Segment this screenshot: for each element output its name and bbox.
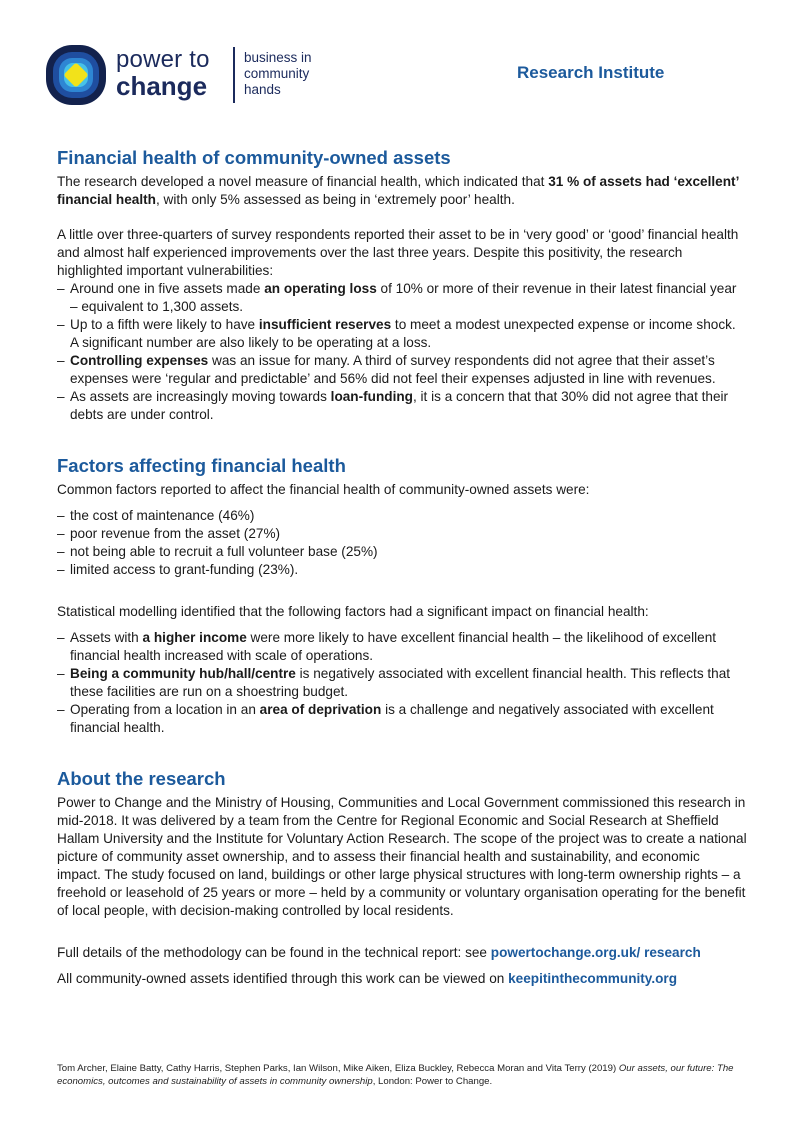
list-item: – Being a community hub/hall/centre is negatively associated with excellent financial health. This reflects that these facilities are run on a shoestring budget.	[57, 665, 747, 701]
factors-intro: Common factors reported to affect the financial health of community-owned assets were:	[57, 482, 590, 497]
list-item: – Operating from a location in an area of deprivation is a challenge and negatively associated with excellent financial health.	[57, 701, 747, 737]
statistical-intro: Statistical modelling identified that the following factors had a significant impact on financial health:	[57, 604, 649, 619]
list-item: – limited access to grant-funding (23%).	[57, 561, 747, 579]
intro-text-end: , with only 5% assessed as being in ‘extremely poor’ health.	[155, 192, 515, 207]
header-divider	[233, 47, 235, 103]
list-item: – As assets are increasingly moving towards loan-funding, it is a concern that that 30% did not agree that their debts are under control.	[57, 388, 747, 424]
intro-paragraph	[57, 173, 747, 209]
tagline-line-3: hands	[244, 82, 281, 97]
brand-line-1: power to	[116, 46, 210, 73]
citation-authors: Tom Archer, Elaine Batty, Cathy Harris, Stephen Parks, Ian Wilson, Mike Aiken, Eliza Buckley, Rebecca Moran and Vita Terry (2019)	[57, 1063, 619, 1074]
tagline	[244, 50, 312, 98]
section-title-financial-health: Financial health of community-owned assets	[57, 147, 451, 168]
research-institute-label: Research Institute	[517, 63, 665, 82]
list-item: – poor revenue from the asset (27%)	[57, 525, 747, 543]
details-line: Full details of the methodology can be found in the technical report: see powertochange.org.uk/ research	[57, 945, 701, 960]
keepitinthecommunity-link[interactable]: keepitinthecommunity.org	[508, 971, 678, 986]
section-title-factors: Factors affecting financial health	[57, 455, 346, 476]
power-to-change-logo-icon	[44, 43, 108, 107]
tagline-line-1: business in	[244, 50, 312, 65]
list-item: – Up to a fifth were likely to have insufficient reserves to meet a modest unexpected expense or income shock. A significant number are also likely to be operating at a loss.	[57, 316, 747, 352]
list-item: – Around one in five assets made an operating loss of 10% or more of their revenue in their latest financial year – equivalent to 1,300 assets.	[57, 280, 747, 316]
citation-title: Our assets, our future: The economics, outcomes and sustainability of assets in community ownership	[57, 1063, 734, 1087]
statistical-factors-list	[57, 629, 747, 737]
list-item: – Controlling expenses was an issue for many. A third of survey respondents did not agree that their asset’s expenses were ‘regular and predictable’ and 56% did not feel their expenses adjusted in line with revenues.	[57, 352, 747, 388]
list-item: – the cost of maintenance (46%)	[57, 507, 747, 525]
report-link[interactable]: powertochange.org.uk/ research	[490, 945, 701, 960]
tagline-line-2: community	[244, 66, 310, 81]
survey-paragraph: A little over three-quarters of survey respondents reported their asset to be in ‘very good’ or ‘good’ financial health and almost half experienced improvements over the last three years. Despite this positivity, the research highlighted important vulnerabilities:	[57, 227, 739, 278]
assets-line: All community-owned assets identified through this work can be viewed on keepitinthecommunity.org	[57, 971, 678, 986]
list-item: – Assets with a higher income were more likely to have excellent financial health – the likelihood of excellent financial health increased with scale of operations.	[57, 629, 747, 665]
about-paragraph: Power to Change and the Ministry of Housing, Communities and Local Government commissioned this research in mid-2018. It was delivered by a team from the Centre for Regional Economic and Social Research at Sheffield Hallam University and the Institute for Voluntary Action Research. The scope of the project was to create a national picture of community asset ownership, and to assess their financial health and sustainability, and economic impact. The study focused on land, buildings or other large physical structures with long-term ownership rights – a freehold or leasehold of 25 years or more – held by a community or voluntary organisation operating for the benefit of local people, with decision-making controlled by local residents.	[57, 795, 747, 918]
intro-text: The research developed a novel measure of financial health, which indicated that	[57, 174, 549, 189]
vulnerabilities-list	[57, 280, 747, 424]
factors-list	[57, 507, 747, 579]
citation-publisher: , London: Power to Change.	[372, 1076, 493, 1087]
citation-footnote	[57, 1062, 747, 1088]
section-title-about: About the research	[57, 768, 226, 789]
main-content	[57, 146, 747, 988]
brand-wordmark	[116, 48, 210, 99]
intro-emphasis: 31 % of assets had ‘excellent’ financial health	[57, 174, 739, 207]
brand-line-2: change	[116, 71, 208, 101]
list-item: – not being able to recruit a full volunteer base (25%)	[57, 543, 747, 561]
